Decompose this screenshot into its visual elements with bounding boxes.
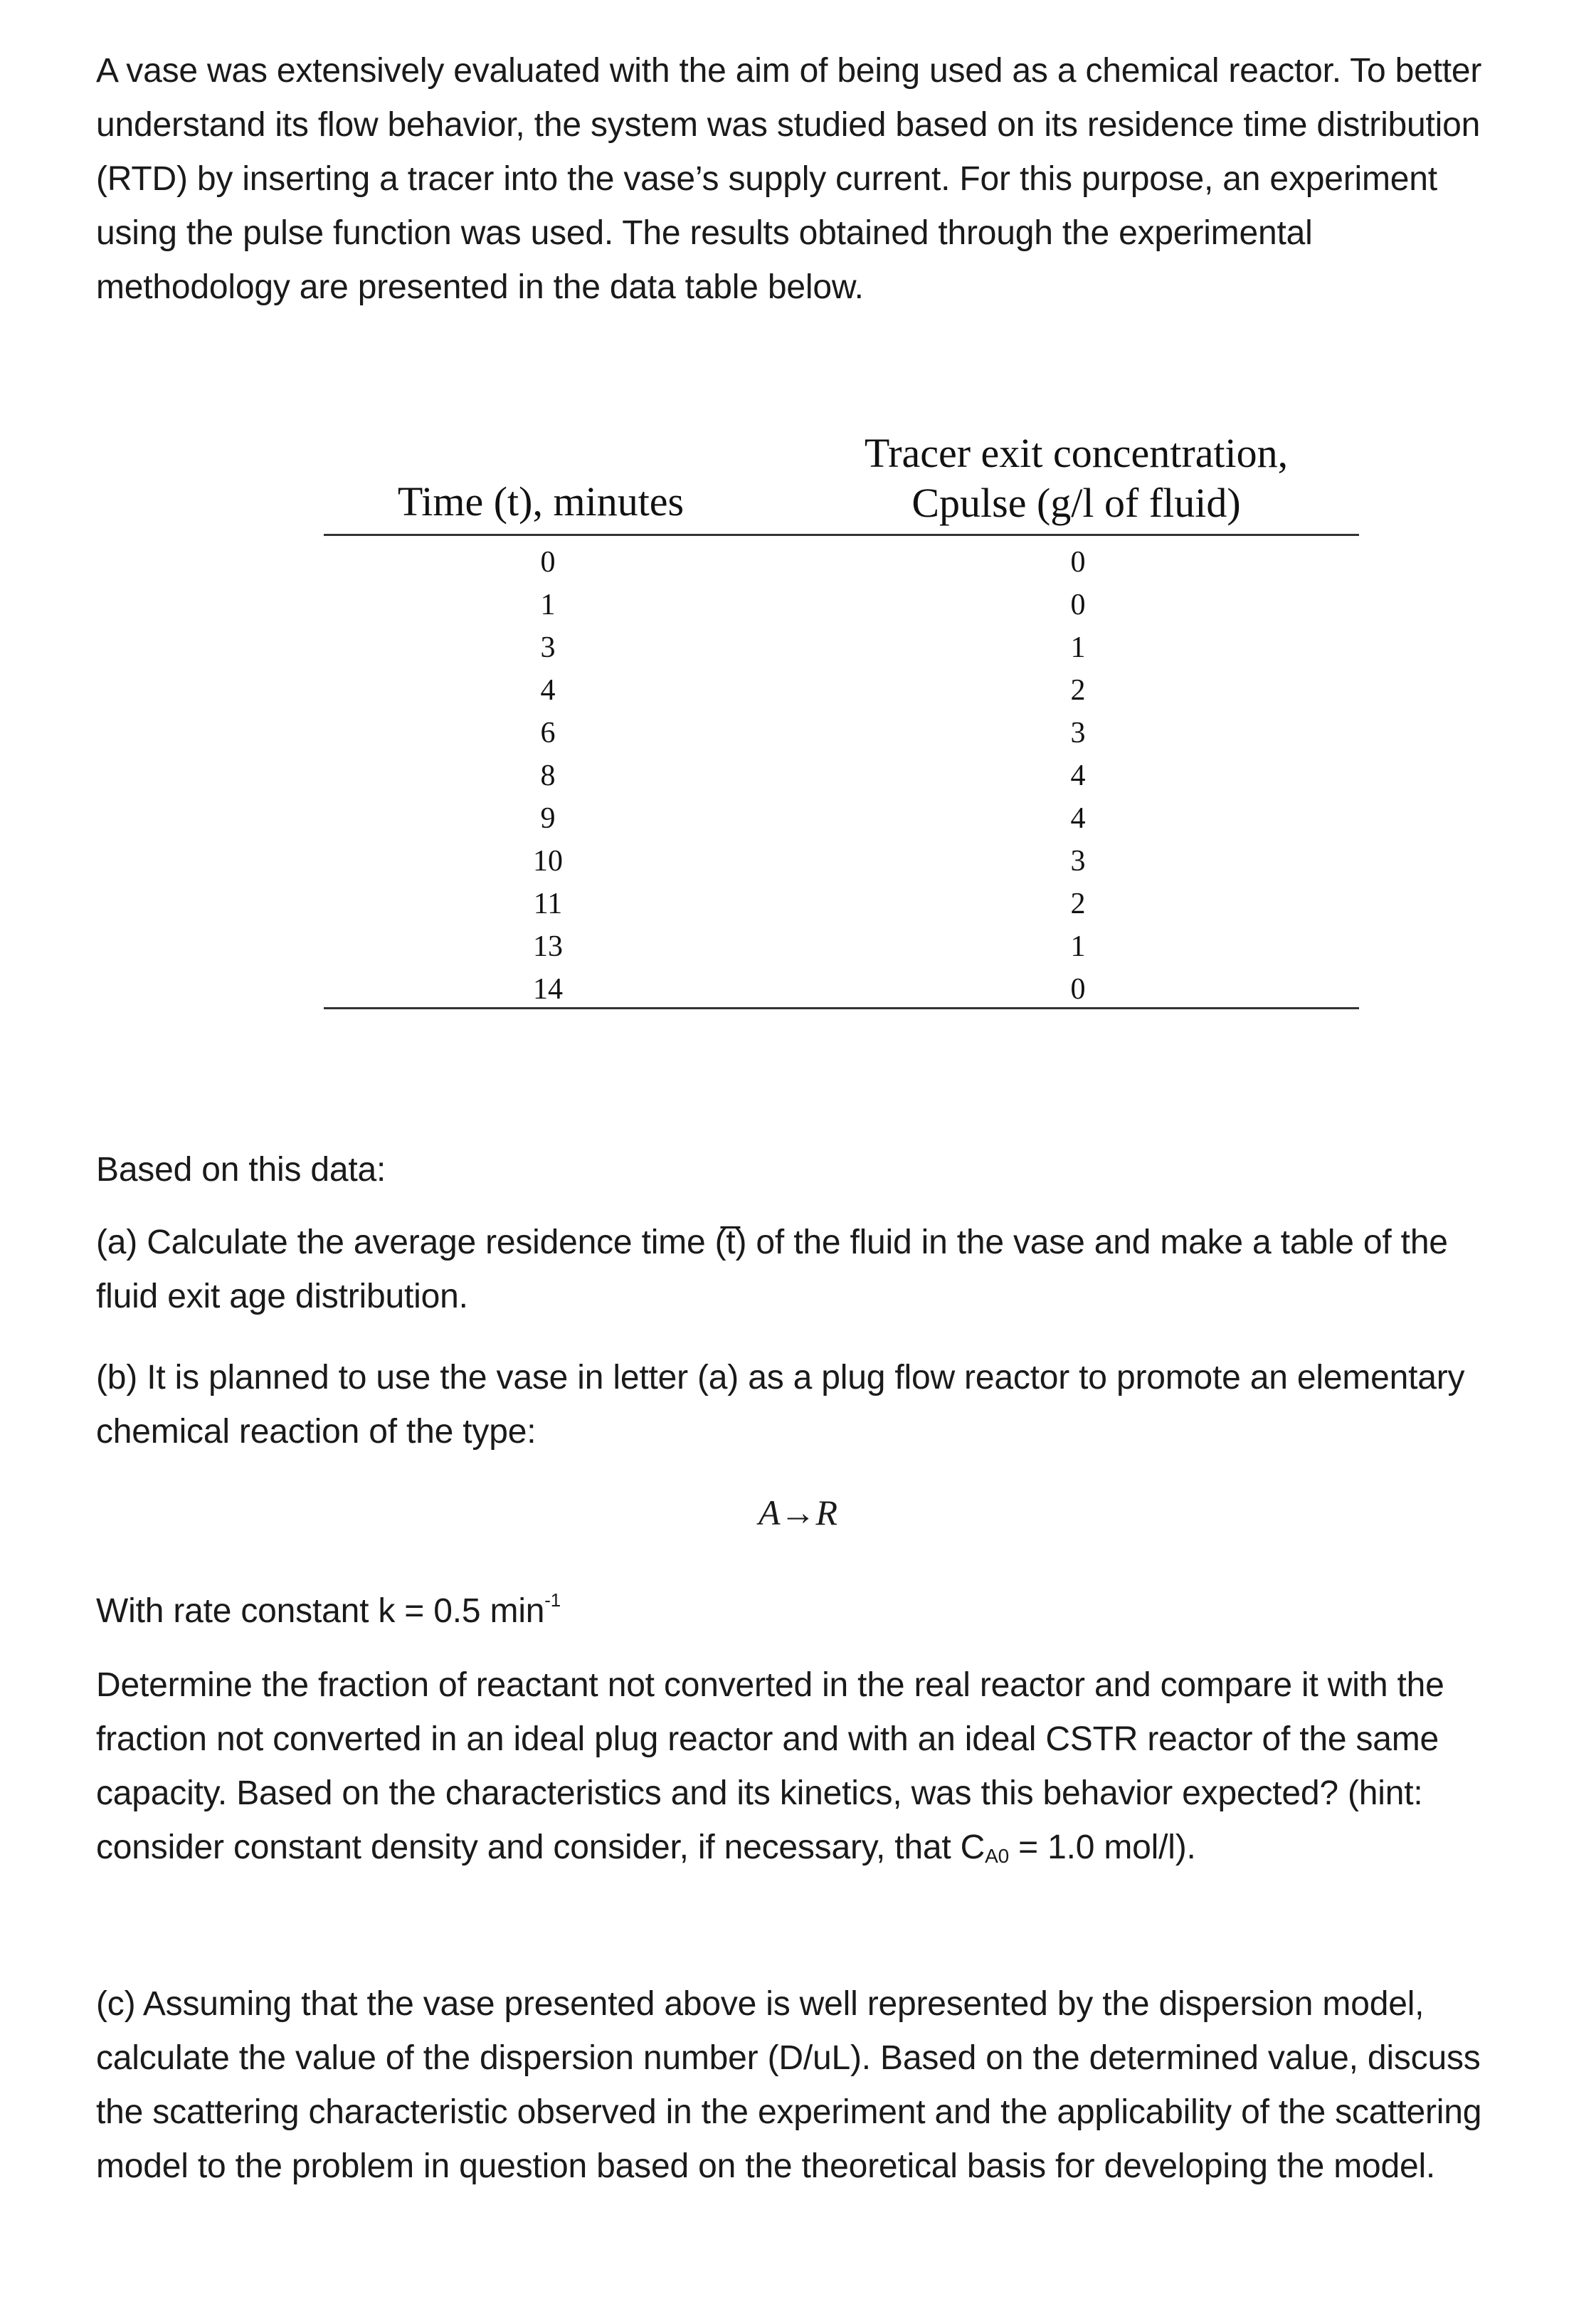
tracer-data-table (324, 427, 1359, 1011)
time-cell: 3 (540, 631, 556, 664)
time-cell: 13 (533, 930, 563, 963)
time-cell: 9 (540, 802, 556, 835)
table-header-rule (324, 534, 1359, 536)
time-cell: 0 (540, 546, 556, 579)
rate-constant-exponent: -1 (544, 1589, 561, 1611)
concentration-header-line2: Cpulse (g/l of fluid) (911, 480, 1241, 526)
time-column-header: Time (t), minutes (397, 478, 685, 525)
concentration-cell: 3 (1070, 845, 1086, 878)
table-bottom-rule (324, 1007, 1359, 1009)
time-cell: 6 (540, 717, 556, 749)
concentration-cell: 1 (1070, 631, 1086, 664)
concentration-column (1035, 541, 1121, 1011)
concentration-header-line1: Tracer exit concentration, (864, 430, 1289, 476)
time-cell: 1 (540, 589, 556, 621)
reaction-equation: A→R (758, 1493, 838, 1532)
determine-tail: = 1.0 mol/l). (1009, 1829, 1196, 1866)
time-cell: 4 (540, 674, 556, 707)
concentration-cell: 1 (1070, 930, 1086, 963)
question-part-a: (a) Calculate the average residence time (t̅) of the fluid in the vase and make a table of the fluid exit age distribution. (96, 1224, 1448, 1315)
time-cell: 10 (533, 845, 563, 878)
concentration-cell: 4 (1070, 759, 1086, 792)
rate-constant-label: With rate constant k = 0.5 min (96, 1592, 545, 1630)
concentration-cell: 4 (1070, 802, 1086, 835)
time-cell: 11 (533, 888, 563, 920)
concentration-cell: 0 (1070, 973, 1086, 1006)
intro-paragraph: A vase was extensively evaluated with the aim of being used as a chemical reactor. To better understand its flow behavior, the system was studied based on its residence time distribution (RTD) by inserting a tracer into the vase’s supply current. For this purpose, an experiment using the pulse function was used. The results obtained through the experimental methodology are presented in the data table below. (96, 52, 1482, 306)
based-on-text: Based on this data: (96, 1151, 386, 1189)
time-column (505, 541, 591, 1011)
rate-constant-text (96, 1584, 561, 1638)
concentration-subscript: A0 (985, 1845, 1009, 1867)
concentration-cell: 0 (1070, 546, 1086, 579)
concentration-cell: 3 (1070, 717, 1086, 749)
question-part-c: (c) Assuming that the vase presented above is well represented by the dispersion model, calculate the value of the dispersion number (D/uL). Based on the determined value, discuss the scattering characteristic observed in the experiment and the applicability of the scattering model to the problem in question based on the theoretical basis for developing the model. (96, 1985, 1482, 2185)
time-cell: 8 (540, 759, 556, 792)
concentration-cell: 2 (1070, 674, 1086, 707)
question-part-b: (b) It is planned to use the vase in letter (a) as a plug flow reactor to promote an elementary chemical reaction of the type: (96, 1359, 1465, 1451)
question-determine (96, 1658, 1519, 1875)
concentration-cell: 0 (1070, 589, 1086, 621)
determine-body: Determine the fraction of reactant not converted in the real reactor and compare it with the fraction not converted in an ideal plug reactor and with an ideal CSTR reactor of the same capacity. Based on the characteristics and its kinetics, was this behavior expected? (hint: consider constant density and consider, if necessary, that C (96, 1666, 1444, 1866)
time-cell: 14 (533, 973, 563, 1006)
concentration-cell: 2 (1070, 888, 1086, 920)
concentration-column-header (793, 428, 1359, 528)
